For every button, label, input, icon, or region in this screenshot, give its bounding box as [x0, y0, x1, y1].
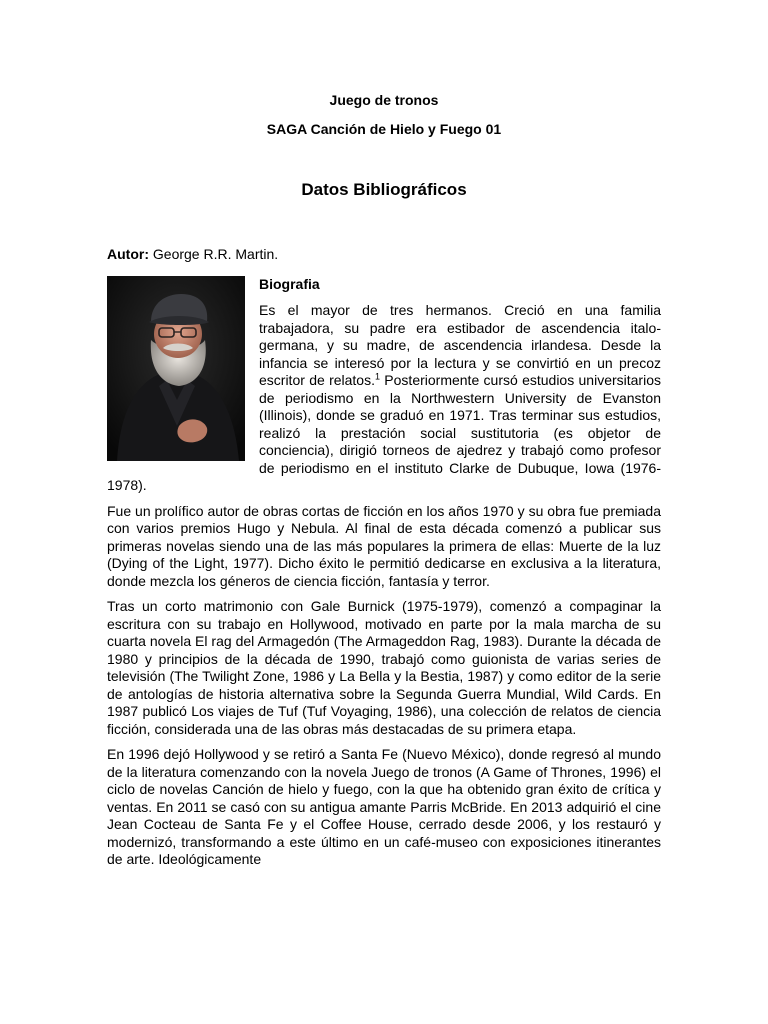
author-portrait-image [107, 276, 245, 461]
paragraph-text: Posteriormente cursó estudios universitarios de periodismo en la Northwestern University de Evanston (Illinois), donde se graduó en 1971. Tras terminar sus estudios, realizó la prestación social sustitutoria (es objetor de conciencia), dirigió torneos de ajedrez y trabajó como profesor de periodismo en el instituto Clarke de Dubuque, Iowa (1976-1978). [107, 372, 661, 493]
author-line [107, 246, 661, 263]
author-name: George R.R. Martin. [149, 246, 279, 262]
book-subtitle: SAGA Canción de Hielo y Fuego 01 [266, 121, 502, 137]
biography-paragraph: Tras un corto matrimonio con Gale Burnick (1975-1979), comenzó a compaginar la escritura con su trabajo en Hollywood, motivado en parte por la mala marcha de su cuarta novela El rag del Armagedón (The Armageddon Rag, 1983). Durante la década de 1980 y principios de la década de 1990, trabajó como guionista de varias series de televisión (The Twilight Zone, 1986 y La Bella y la Bestia, 1987) y como editor de la serie de antologías de historia alternativa sobre la Segunda Guerra Mundial, Wild Cards. En 1987 publicó Los viajes de Tuf (Tuf Voyaging, 1986), una colección de relatos de ciencia ficción, considerada una de las obras más destacadas de su primera etapa. [107, 598, 661, 737]
biography-paragraph: Fue un prolífico autor de obras cortas de ficción en los años 1970 y su obra fue premiada con varios premios Hugo y Nebula. Al final de esta década comenzó a publicar sus primeras novelas siendo una de las más populares la primera de ellas: Muerte de la luz (Dying of the Light, 1977). Dicho éxito le permitió dedicarse en exclusiva a la literatura, donde mezcla los géneros de ciencia ficción, fantasía y terror. [107, 502, 661, 589]
biography-heading: Biografia [259, 276, 320, 292]
footnote-reference[interactable]: 1 [374, 371, 380, 382]
book-title: Juego de tronos [329, 92, 439, 108]
biography-body [107, 276, 661, 877]
author-portrait-icon [107, 276, 245, 461]
author-label: Autor: [107, 246, 149, 262]
section-title: Datos Bibliográficos [301, 180, 467, 199]
biography-paragraph: En 1996 dejó Hollywood y se retiró a Santa Fe (Nuevo México), donde regresó al mundo de la literatura comenzando con la novela Juego de tronos (A Game of Thrones, 1996) el ciclo de novelas Canción de hielo y fuego, con la que ha obtenido gran éxito de crítica y ventas. En 2011 se casó con su antigua amante Parris McBride. En 2013 adquirió el cine Jean Cocteau de Santa Fe y el Coffee House, cerrado desde 2006, y los restauró y modernizó, transformando a este último en un café-museo con exposiciones itinerantes de arte. Ideológicamente [107, 746, 661, 867]
paragraph-text: Es el mayor de tres hermanos. Creció en una familia trabajadora, su padre era estibador de ascendencia italo-germana, y su madre, de ascendencia irlandesa. Desde la infancia se interesó por la lectura y se convirtió en un precoz escritor de relatos. [259, 302, 661, 388]
